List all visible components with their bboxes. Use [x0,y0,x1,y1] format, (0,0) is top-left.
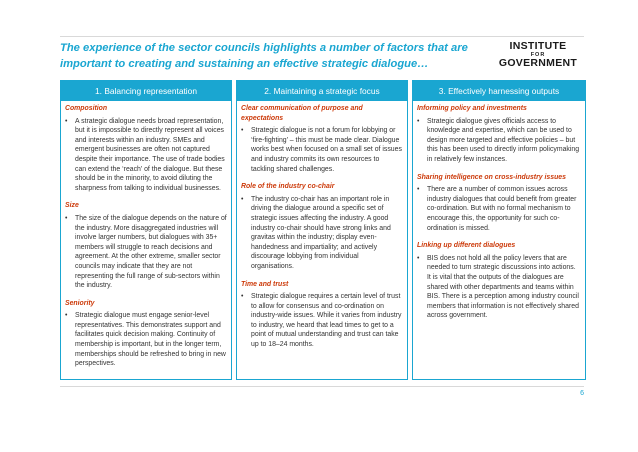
institute-for-government-logo [492,41,584,69]
bullet-item [417,185,581,233]
bullet-item [241,292,403,350]
bullet-text: The size of the dialogue depends on the nature of the industry. More disaggregated industries will involve larger numbers, but dialogues with 35+ members will struggle to reach decisions and agreement. At the other extreme, smaller sector councils may indicate that they are not representing the full range of sub-sectors within the industry. [75,214,227,290]
bullet-icon: • [241,195,244,203]
bullet-text: There are a number of common issues across industry dialogues that could benefit from greater co-ordination. But with no formal mechanism to encourage this, the opportunity for such co-ordination is missed. [427,186,577,232]
subheading-informing-policy: Informing policy and investments [417,105,527,112]
subheading-seniority: Seniority [65,299,95,307]
bullet-item [65,311,227,369]
logo-line-2: FOR [530,52,546,58]
bullet-text: The industry co-chair has an important role in driving the dialogue around a specific set of strategic issues affecting the industry. A good industry co-chair should have strong links and gravitas within the industry; display even-handedness and impartiality; and actively discourage lobbying from individual organisations. [251,195,391,270]
column-heading: 3. Effectively harnessing outputs [413,81,585,101]
bullet-item [417,117,581,165]
bullet-icon: • [417,254,420,262]
column-heading: 2. Maintaining a strategic focus [237,81,407,101]
page-number: 6 [580,390,584,397]
bullet-icon: • [241,127,244,135]
top-divider [60,36,584,37]
subheading-linking-dialogues: Linking up different dialogues [417,242,516,250]
bullet-icon: • [241,293,244,301]
bullet-item [417,254,581,321]
bottom-divider [60,386,584,387]
logo-line-3: GOVERNMENT [498,57,578,69]
subheading-time-and-trust: Time and trust [241,280,289,288]
subheading-sharing-intelligence: Sharing intelligence on cross-industry issues [417,173,566,181]
bullet-item [65,117,227,194]
bullet-text: A strategic dialogue needs broad representation, but it is impossible to directly represent all voices and interests within an industry. SMEs and emergent businesses are often not captured despite their importance. The use of trade bodies can extend the ‘reach’ of the dialogue. But these should be in the minority, to avoid diluting the sharpness from talking to individual businesses. [75,117,225,192]
bullet-item [65,214,227,291]
column-balancing-representation [60,80,232,380]
subheading-composition: Composition [65,105,108,112]
column-strategic-focus [236,80,408,380]
column-heading: 1. Balancing representation [61,81,231,101]
column-harnessing-outputs [412,80,586,380]
subheading-role-co-chair: Role of the industry co-chair [241,183,335,191]
logo-line-1: INSTITUTE [509,40,567,52]
subheading-size: Size [65,202,79,210]
bullet-icon: • [65,117,68,125]
bullet-item [241,126,403,174]
bullet-item [241,195,403,272]
bullet-text: Strategic dialogue requires a certain level of trust to allow for consensus and co-ordination on industry-wide issues. While it varies from industry to industry, we heard that lead times to get to a point of mutual understanding and trust can take up to 18–24 months. [251,293,402,349]
bullet-text: Strategic dialogue gives officials access to knowledge and expertise, which can be used to design more targeted and effective policies – but this has been used to directly inform policymaking in relatively few instances. [427,117,580,163]
bullet-icon: • [417,186,420,194]
bullet-text: BIS does not hold all the policy levers that are needed to turn strategic discussions into actions. It is vital that the outputs of the dialogues are shared with other departments and teams within BIS. There is a perception among industry council members that information is not effectively shared across government. [427,254,579,320]
bullet-icon: • [417,117,420,125]
bullet-icon: • [65,214,68,222]
bullet-text: Strategic dialogue is not a forum for lobbying or ‘fire-fighting’ – this must be made clear. Dialogue works best when focused on a small set of issues and industry commits its own resources to tackling shared challenges. [251,127,402,173]
bullet-text: Strategic dialogue must engage senior-level representatives. This demonstrates support and facilitates quick decision making. Continuity of membership is important, but in the longer term, memberships should be refreshed to bring in new perspectives. [75,312,226,368]
subheading-clear-communication: Clear communication of purpose and expectations [241,105,363,122]
page-title: The experience of the sector councils highlights a number of factors that are important to creating and sustaining an effective strategic dialogue… [60,42,468,70]
bullet-icon: • [65,312,68,320]
